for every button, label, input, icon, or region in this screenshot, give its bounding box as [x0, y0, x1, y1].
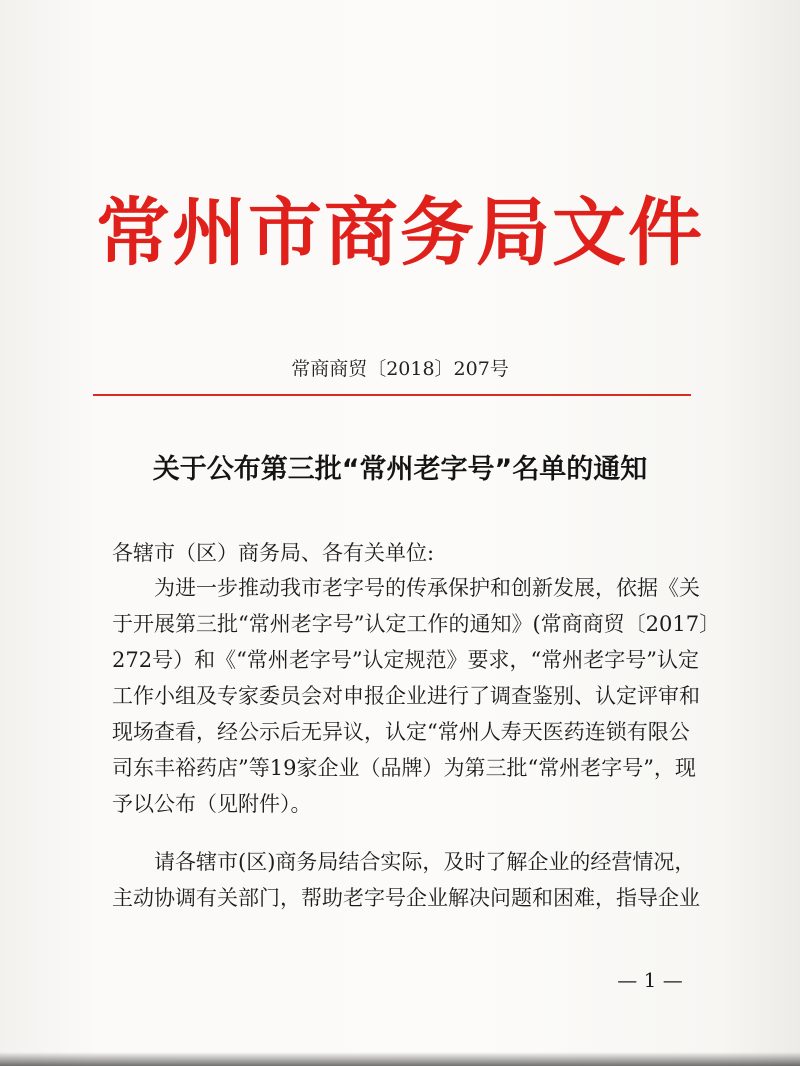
body-paragraph-1: [112, 570, 721, 822]
body-line: 主动协调有关部门，帮助老字号企业解决问题和困难，指导企业: [112, 886, 700, 910]
document-number: 常商商贸〔2018〕207号: [291, 358, 509, 380]
notice-title: 关于公布第三批“常州老字号”名单的通知: [152, 454, 648, 485]
body-paragraph-2: [112, 844, 712, 916]
salutation: 各辖市（区）商务局、各有关单位:: [112, 541, 435, 565]
red-divider-line: [93, 394, 691, 396]
body-line: 司东丰裕药店”等19家企业（品牌）为第三批“常州老字号”，现: [112, 756, 696, 780]
issuer-title: 常州市商务局文件: [96, 190, 704, 276]
body-line: 请各辖市(区)商务局结合实际，及时了解企业的经营情况，: [112, 850, 696, 874]
body-line: 予以公布（见附件）。: [112, 792, 312, 816]
body-line: 工作小组及专家委员会对申报企业进行了调查鉴别、认定评审和: [112, 684, 700, 708]
body-line: 现场查看，经公示后无异议，认定“常州人寿天医药连锁有限公: [112, 720, 690, 744]
body-line: 于开展第三批“常州老字号”认定工作的通知》(常商商贸〔2017〕: [112, 612, 721, 636]
body-line: 272号）和《“常州老字号”认定规范》要求，“常州老字号”认定: [112, 648, 700, 672]
body-line: 为进一步推动我市老字号的传承保护和创新发展，依据《关: [112, 576, 700, 600]
page-number: — 1 —: [617, 968, 683, 992]
page-edge-shadow: [0, 1052, 800, 1066]
